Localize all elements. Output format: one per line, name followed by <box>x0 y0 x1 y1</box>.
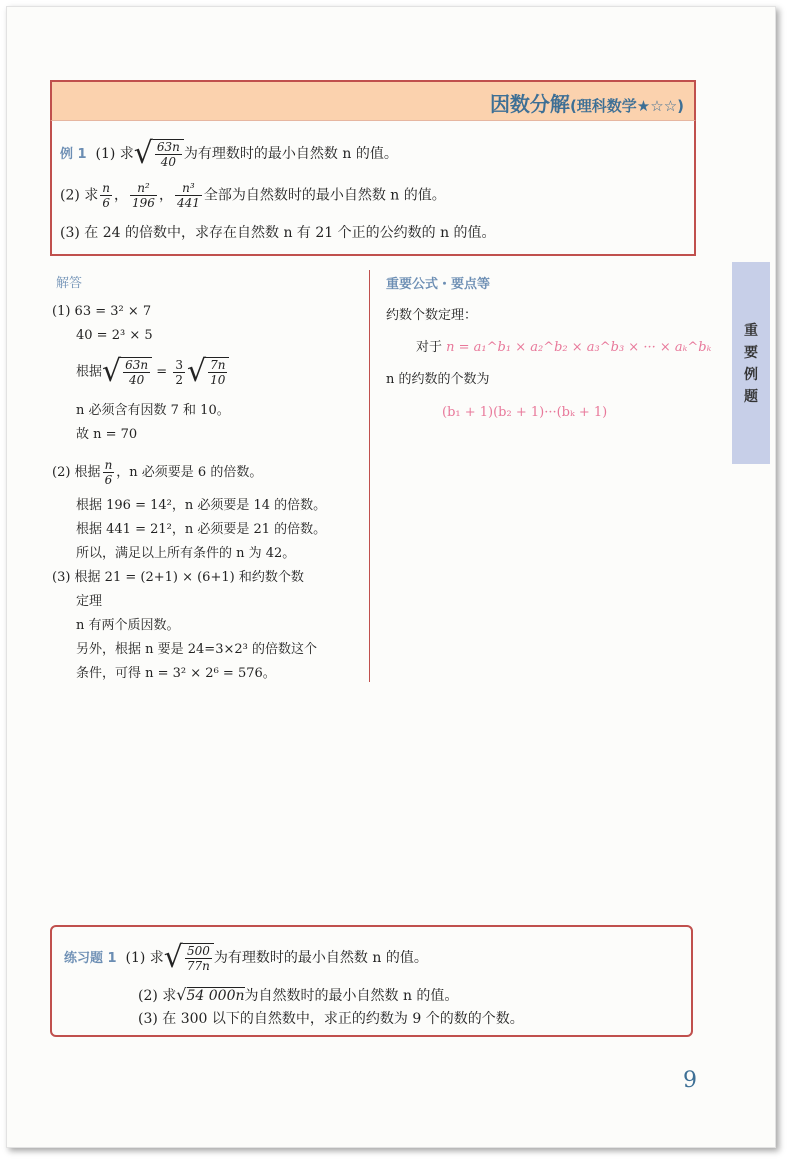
sol3-line3: n 有两个质因数。 <box>76 618 180 633</box>
sol2-line3: 根据 441 = 21²，n 必须要是 21 的倍数。 <box>76 522 327 537</box>
practice-q2: (2) 求√54 000n为自然数时的最小自然数 n 的值。 <box>138 985 459 1004</box>
q1-radical: √ $\frac{63n}{40}$ <box>134 139 184 169</box>
section-title-sub: (理科数学★☆☆) <box>569 97 684 115</box>
formula-title: 重要公式・要点等 <box>386 277 491 292</box>
sol2-line2: 根据 196 = 14²，n 必须要是 14 的倍数。 <box>76 498 327 513</box>
solution-title: 解答 <box>56 276 83 291</box>
sol1-line5: 故 n = 70 <box>76 427 138 442</box>
sol3-line1: (3) 根据 21 = (2+1) × (6+1) 和约数个数 <box>52 570 304 585</box>
section-title-main: 因数分解 <box>489 92 570 116</box>
q1-post: 为有理数时的最小自然数 n 的值。 <box>183 146 398 162</box>
sol1-line1: (1) 63 = 3² × 7 <box>52 304 152 319</box>
example-q3: (3) 在 24 的倍数中，求存在自然数 n 有 21 个正的公约数的 n 的值。 <box>60 225 496 241</box>
q2-frac-2: $\frac{\text{n²}}{196}$ <box>132 181 155 210</box>
formula-line4: (b₁ + 1)(b₂ + 1)···(bₖ + 1) <box>442 405 608 420</box>
formula-name: 约数个数定理： <box>386 308 478 323</box>
side-tab-char: 要 <box>744 345 758 361</box>
page-number: 9 <box>683 1068 697 1093</box>
practice-q3: (3) 在 300 以下的自然数中，求正的约数为 9 个的数的个数。 <box>138 1011 524 1027</box>
practice-box <box>50 925 693 1037</box>
formula-line2: 对于 n = a₁^b₁ × a₂^b₂ × a₃^b₃ × ··· × aₖ^bₖ <box>416 340 712 355</box>
q1-pre: 求 <box>119 146 134 162</box>
side-tab-char: 题 <box>744 389 758 405</box>
section-title <box>490 88 684 117</box>
example-label: 例 1 <box>60 147 87 162</box>
example-q2: (2) 求 $\frac{n}{6}$ ， $\frac{\text{n²}}{196}$ ， $\frac{\text{n³}}{441}$ 全部为自然数时的最小自然数 n 的值。 <box>60 181 446 210</box>
practice-label: 练习题 1 <box>64 951 117 966</box>
sol2-line1: (2) 根据 $\frac{n}{6}$ ，n 必须要是 6 的倍数。 <box>52 458 263 487</box>
q2-frac-3: $\frac{\text{n³}}{441}$ <box>176 181 200 210</box>
sol1-line4: n 必须含有因数 7 和 10。 <box>76 403 230 418</box>
example-box <box>50 120 696 256</box>
section-header <box>50 80 696 120</box>
side-tab-char: 例 <box>744 367 758 383</box>
q1-num: (1) <box>95 146 116 162</box>
column-divider <box>369 270 370 682</box>
sol3-line5: 条件，可得 n = 3² × 2⁶ = 576。 <box>76 666 276 681</box>
formula-line3: n 的约数的个数为 <box>386 372 490 387</box>
q2-frac-1: $\frac{n}{6}$ <box>102 181 111 210</box>
sol1-line3: 根据√ $\frac{63n}{40}$ = $\frac{3}{2}$ √ $\frac{7n}{10}$ <box>76 357 229 387</box>
example-q1 <box>60 136 398 171</box>
side-tab <box>732 262 770 464</box>
side-tab-char: 重 <box>744 323 758 339</box>
sol2-line4: 所以，满足以上所有条件的 n 为 42。 <box>76 546 296 561</box>
sol3-line2: 定理 <box>76 594 103 609</box>
practice-q1: 练习题 1 (1) 求√ $\frac{500}{77n}$ 为有理数时的最小自然数 n 的值。 <box>64 940 428 975</box>
sol1-line2: 40 = 2³ × 5 <box>76 328 153 343</box>
sol3-line4: 另外，根据 n 要是 24=3×2³ 的倍数这个 <box>76 642 317 657</box>
